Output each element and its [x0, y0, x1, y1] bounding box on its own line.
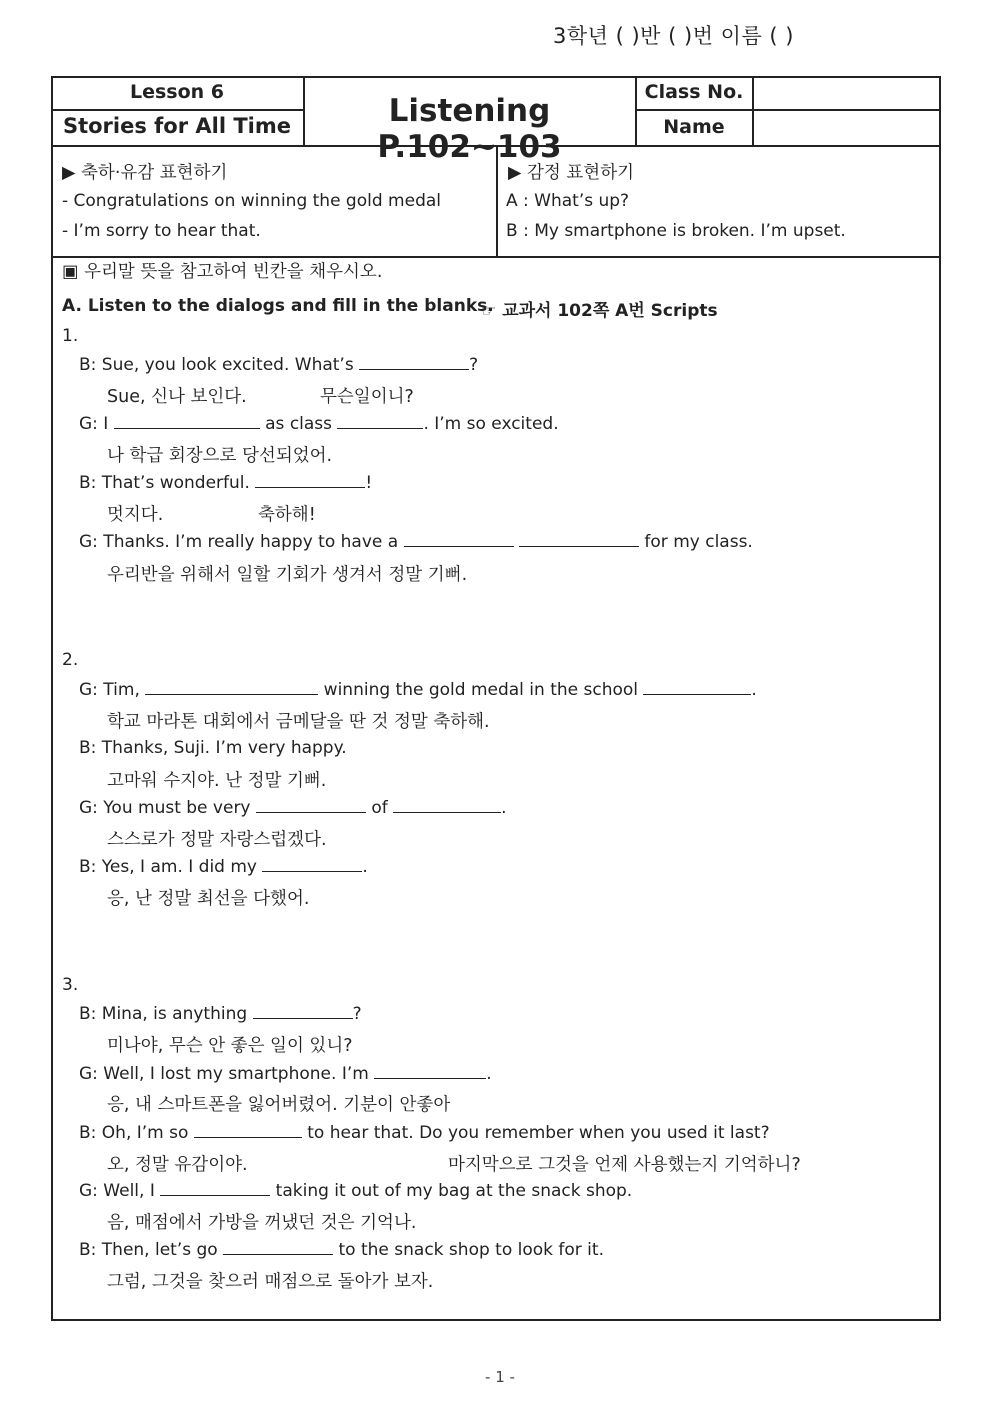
dialog-line: G: Well, I lost my smartphone. I’m . — [79, 1064, 492, 1084]
translation: 응, 난 정말 최선을 다했어. — [107, 889, 310, 909]
blank-input[interactable] — [519, 532, 639, 547]
dialog-number: 1. — [62, 326, 79, 346]
dialog-line: B: That’s wonderful. ! — [79, 473, 373, 493]
page-number: - 1 - — [485, 1368, 515, 1386]
name-label: Name — [663, 116, 725, 138]
dialog-line: B: Thanks, Suji. I’m very happy. — [79, 738, 347, 758]
student-info-header: 3학년 ( )반 ( )번 이름 ( ) — [553, 24, 794, 48]
lesson-number: Lesson 6 — [129, 81, 225, 103]
translation: 우리반을 위해서 일할 기회가 생겨서 정말 기뻐. — [107, 565, 468, 585]
textbook-reference: ☞ 교과서 102쪽 A번 Scripts — [481, 301, 718, 321]
translation: 나 학급 회장으로 당선되었어. — [107, 446, 333, 466]
class-no-field[interactable] — [754, 78, 939, 108]
name-field[interactable] — [754, 111, 939, 144]
dialog-line: B: Mina, is anything ? — [79, 1004, 362, 1024]
expr-right-line: B : My smartphone is broken. I’m upset. — [506, 221, 846, 241]
blank-input[interactable] — [374, 1064, 486, 1079]
translation: 응, 내 스마트폰을 잃어버렸어. 기분이 안좋아 — [107, 1095, 451, 1115]
dialog-line: B: Then, let’s go to the snack shop to look for it. — [79, 1240, 604, 1260]
lesson-title: Stories for All Time — [62, 114, 292, 138]
dialog-line: B: Oh, I’m so to hear that. Do you remember when you used it last? — [79, 1123, 770, 1143]
blank-input[interactable] — [114, 414, 260, 429]
class-no-label: Class No. — [644, 81, 744, 103]
translation: 미나야, 무슨 안 좋은 일이 있니? — [107, 1036, 353, 1056]
translation: 스스로가 정말 자랑스럽겠다. — [107, 830, 327, 850]
dialog-number: 2. — [62, 650, 79, 670]
blank-input[interactable] — [393, 798, 501, 813]
translation: 오, 정말 유감이야. — [107, 1155, 248, 1175]
blank-input[interactable] — [223, 1240, 333, 1255]
blank-input[interactable] — [337, 414, 423, 429]
translation: 그럼, 그것을 찾으러 매점으로 돌아가 보자. — [107, 1272, 434, 1292]
blank-input[interactable] — [404, 532, 514, 547]
translation: 무슨일이니? — [320, 387, 414, 407]
dialog-line: B: Yes, I am. I did my . — [79, 857, 368, 877]
translation: 음, 매점에서 가방을 꺼냈던 것은 기억나. — [107, 1213, 417, 1233]
translation: Sue, 신나 보인다. — [107, 387, 247, 407]
dialog-line: G: I as class . I’m so excited. — [79, 414, 559, 434]
expr-left-title: ▶ 축하·유감 표현하기 — [62, 163, 228, 183]
blank-input[interactable] — [160, 1181, 270, 1196]
blank-input[interactable] — [262, 857, 362, 872]
dialog-line: G: You must be very of . — [79, 798, 507, 818]
expr-right-line: A : What’s up? — [506, 191, 630, 211]
blank-input[interactable] — [194, 1123, 302, 1138]
instruction: ▣ 우리말 뜻을 참고하여 빈칸을 채우시오. — [62, 262, 383, 282]
blank-input[interactable] — [643, 680, 751, 695]
dialog-line: B: Sue, you look excited. What’s ? — [79, 355, 479, 375]
translation: 학교 마라톤 대회에서 금메달을 딴 것 정말 축하해. — [107, 712, 490, 732]
expr-right-title: ▶ 감정 표현하기 — [508, 163, 635, 183]
expr-left-line: - Congratulations on winning the gold medal — [62, 191, 441, 211]
dialog-line: G: Thanks. I’m really happy to have a for my class. — [79, 532, 753, 552]
divider — [51, 109, 303, 111]
translation: 고마워 수지야. 난 정말 기뻐. — [107, 771, 327, 791]
section-title: A. Listen to the dialogs and fill in the blanks. — [62, 296, 494, 316]
dialog-line: G: Tim, winning the gold medal in the school . — [79, 680, 757, 700]
blank-input[interactable] — [359, 355, 469, 370]
blank-input[interactable] — [145, 680, 318, 695]
dialog-number: 3. — [62, 975, 79, 995]
expr-left-line: - I’m sorry to hear that. — [62, 221, 261, 241]
blank-input[interactable] — [256, 798, 366, 813]
dialog-line: G: Well, I taking it out of my bag at the snack shop. — [79, 1181, 633, 1201]
translation: 축하해! — [258, 505, 316, 525]
translation: 멋지다. — [107, 505, 164, 525]
blank-input[interactable] — [255, 473, 365, 488]
blank-input[interactable] — [253, 1004, 353, 1019]
page-title: Listening P.102~103 — [377, 93, 562, 165]
translation: 마지막으로 그것을 언제 사용했는지 기억하니? — [448, 1155, 801, 1175]
